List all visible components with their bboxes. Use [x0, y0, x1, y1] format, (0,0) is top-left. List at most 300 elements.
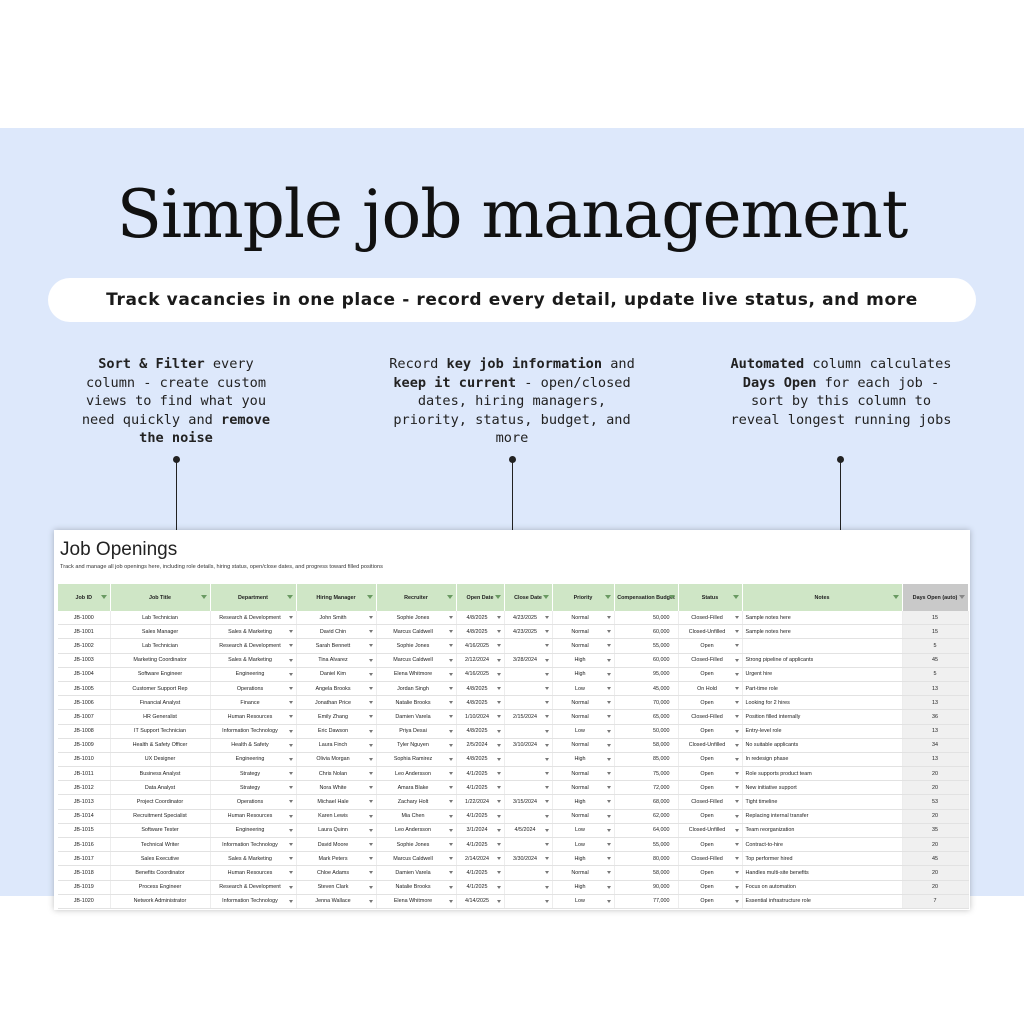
cell-close-date[interactable]: [504, 696, 552, 710]
cell-days-open[interactable]: 20: [902, 809, 968, 823]
cell-job-title[interactable]: Financial Analyst: [110, 696, 210, 710]
cell-hiring-manager[interactable]: Olivia Morgan: [296, 752, 376, 766]
column-header-open-date[interactable]: [456, 584, 504, 611]
cell-notes[interactable]: New initiative support: [742, 781, 902, 795]
cell-hiring-manager[interactable]: Daniel Kim: [296, 667, 376, 681]
cell-close-date[interactable]: [504, 838, 552, 852]
cell-days-open[interactable]: 13: [902, 681, 968, 695]
cell-priority[interactable]: Normal: [552, 639, 614, 653]
table-row[interactable]: [58, 667, 968, 681]
cell-compensation-budget[interactable]: 55,000: [614, 639, 678, 653]
cell-notes[interactable]: Sample notes here: [742, 625, 902, 639]
cell-department[interactable]: Operations: [210, 681, 296, 695]
cell-notes[interactable]: Replacing internal transfer: [742, 809, 902, 823]
cell-days-open[interactable]: 5: [902, 667, 968, 681]
cell-days-open[interactable]: 53: [902, 795, 968, 809]
cell-open-date[interactable]: 2/5/2024: [456, 738, 504, 752]
cell-notes[interactable]: Team reorganization: [742, 823, 902, 837]
cell-open-date[interactable]: 4/16/2025: [456, 639, 504, 653]
cell-status[interactable]: Closed-Unfilled: [678, 823, 742, 837]
cell-notes[interactable]: Urgent hire: [742, 667, 902, 681]
table-row[interactable]: [58, 809, 968, 823]
table-row[interactable]: [58, 838, 968, 852]
cell-recruiter[interactable]: Zachary Holt: [376, 795, 456, 809]
cell-job-id[interactable]: JB-1011: [58, 767, 110, 781]
cell-job-id[interactable]: JB-1006: [58, 696, 110, 710]
cell-days-open[interactable]: 13: [902, 752, 968, 766]
cell-job-title[interactable]: Recruitment Specialist: [110, 809, 210, 823]
cell-days-open[interactable]: 36: [902, 710, 968, 724]
cell-notes[interactable]: Contract-to-hire: [742, 838, 902, 852]
cell-compensation-budget[interactable]: 70,000: [614, 696, 678, 710]
cell-status[interactable]: Closed-Filled: [678, 611, 742, 625]
cell-priority[interactable]: Low: [552, 724, 614, 738]
cell-status[interactable]: On Hold: [678, 681, 742, 695]
table-row[interactable]: [58, 752, 968, 766]
cell-open-date[interactable]: 4/1/2025: [456, 838, 504, 852]
cell-priority[interactable]: Normal: [552, 866, 614, 880]
cell-open-date[interactable]: 1/10/2024: [456, 710, 504, 724]
cell-hiring-manager[interactable]: David Moore: [296, 838, 376, 852]
cell-job-title[interactable]: Marketing Coordinator: [110, 653, 210, 667]
cell-days-open[interactable]: 15: [902, 625, 968, 639]
cell-job-id[interactable]: JB-1003: [58, 653, 110, 667]
cell-notes[interactable]: Tight timeline: [742, 795, 902, 809]
cell-job-id[interactable]: JB-1008: [58, 724, 110, 738]
cell-compensation-budget[interactable]: 62,000: [614, 809, 678, 823]
cell-priority[interactable]: Normal: [552, 611, 614, 625]
cell-compensation-budget[interactable]: 65,000: [614, 710, 678, 724]
cell-job-id[interactable]: JB-1016: [58, 838, 110, 852]
cell-open-date[interactable]: 1/22/2024: [456, 795, 504, 809]
column-header-label: Job ID: [75, 594, 92, 601]
cell-priority[interactable]: High: [552, 667, 614, 681]
cell-status[interactable]: Open: [678, 696, 742, 710]
cell-priority[interactable]: Low: [552, 823, 614, 837]
cell-job-title[interactable]: Lab Technician: [110, 639, 210, 653]
cell-notes[interactable]: Strong pipeline of applicants: [742, 653, 902, 667]
cell-hiring-manager[interactable]: Jenna Wallace: [296, 894, 376, 908]
cell-job-id[interactable]: JB-1019: [58, 880, 110, 894]
cell-department[interactable]: Health & Safety: [210, 738, 296, 752]
cell-recruiter[interactable]: Marcus Caldwell: [376, 653, 456, 667]
cell-compensation-budget[interactable]: 58,000: [614, 738, 678, 752]
cell-priority[interactable]: High: [552, 852, 614, 866]
cell-open-date[interactable]: 4/1/2025: [456, 767, 504, 781]
column-header-priority[interactable]: [552, 584, 614, 611]
cell-job-title[interactable]: Sales Executive: [110, 852, 210, 866]
cell-job-title[interactable]: Health & Safety Officer: [110, 738, 210, 752]
cell-open-date[interactable]: 4/8/2025: [456, 724, 504, 738]
cell-recruiter[interactable]: Sophie Jones: [376, 838, 456, 852]
cell-job-title[interactable]: Software Tester: [110, 823, 210, 837]
cell-open-date[interactable]: 3/1/2024: [456, 823, 504, 837]
cell-close-date[interactable]: [504, 681, 552, 695]
table-row[interactable]: [58, 696, 968, 710]
column-header-job-id[interactable]: [58, 584, 110, 611]
cell-days-open[interactable]: 20: [902, 866, 968, 880]
cell-hiring-manager[interactable]: Laura Finch: [296, 738, 376, 752]
cell-compensation-budget[interactable]: 90,000: [614, 880, 678, 894]
cell-recruiter[interactable]: Priya Desai: [376, 724, 456, 738]
cell-notes[interactable]: Focus on automation: [742, 880, 902, 894]
table-row[interactable]: [58, 880, 968, 894]
cell-close-date[interactable]: [504, 639, 552, 653]
cell-status[interactable]: Open: [678, 752, 742, 766]
cell-priority[interactable]: Normal: [552, 738, 614, 752]
filter-dropdown-icon[interactable]: [201, 595, 207, 599]
cell-days-open[interactable]: 20: [902, 767, 968, 781]
cell-department[interactable]: Human Resources: [210, 809, 296, 823]
cell-job-id[interactable]: JB-1001: [58, 625, 110, 639]
cell-recruiter[interactable]: Natalie Brooks: [376, 696, 456, 710]
cell-priority[interactable]: Normal: [552, 710, 614, 724]
cell-hiring-manager[interactable]: Emily Zhang: [296, 710, 376, 724]
cell-job-title[interactable]: Customer Support Rep: [110, 681, 210, 695]
table-row[interactable]: [58, 653, 968, 667]
cell-days-open[interactable]: 5: [902, 639, 968, 653]
cell-notes[interactable]: In redesign phase: [742, 752, 902, 766]
column-header-notes[interactable]: [742, 584, 902, 611]
cell-days-open[interactable]: 20: [902, 880, 968, 894]
cell-recruiter[interactable]: Damien Varela: [376, 710, 456, 724]
cell-status[interactable]: Open: [678, 767, 742, 781]
cell-recruiter[interactable]: Sophie Jones: [376, 639, 456, 653]
cell-days-open[interactable]: 35: [902, 823, 968, 837]
table-row[interactable]: [58, 894, 968, 908]
cell-department[interactable]: Sales & Marketing: [210, 625, 296, 639]
cell-job-title[interactable]: HR Generalist: [110, 710, 210, 724]
cell-priority[interactable]: High: [552, 653, 614, 667]
cell-recruiter[interactable]: Elena Whitmore: [376, 667, 456, 681]
cell-job-id[interactable]: JB-1020: [58, 894, 110, 908]
cell-notes[interactable]: Looking for 2 hires: [742, 696, 902, 710]
cell-compensation-budget[interactable]: 55,000: [614, 838, 678, 852]
cell-compensation-budget[interactable]: 80,000: [614, 852, 678, 866]
cell-close-date[interactable]: [504, 767, 552, 781]
cell-notes[interactable]: [742, 639, 902, 653]
cell-notes[interactable]: Handles multi-site benefits: [742, 866, 902, 880]
cell-close-date[interactable]: [504, 752, 552, 766]
cell-job-id[interactable]: JB-1012: [58, 781, 110, 795]
cell-job-title[interactable]: Business Analyst: [110, 767, 210, 781]
cell-status[interactable]: Closed-Filled: [678, 795, 742, 809]
cell-department[interactable]: Sales & Marketing: [210, 852, 296, 866]
cell-job-id[interactable]: JB-1000: [58, 611, 110, 625]
cell-department[interactable]: Research & Development: [210, 880, 296, 894]
cell-days-open[interactable]: 45: [902, 653, 968, 667]
cell-open-date[interactable]: 4/8/2025: [456, 696, 504, 710]
filter-dropdown-icon[interactable]: [733, 595, 739, 599]
column-header-job-title[interactable]: [110, 584, 210, 611]
cell-open-date[interactable]: 4/1/2025: [456, 880, 504, 894]
cell-compensation-budget[interactable]: 85,000: [614, 752, 678, 766]
cell-recruiter[interactable]: Damien Varela: [376, 866, 456, 880]
cell-status[interactable]: Closed-Filled: [678, 852, 742, 866]
cell-hiring-manager[interactable]: Steven Clark: [296, 880, 376, 894]
cell-hiring-manager[interactable]: Mark Peters: [296, 852, 376, 866]
cell-notes[interactable]: Top performer hired: [742, 852, 902, 866]
cell-job-id[interactable]: JB-1013: [58, 795, 110, 809]
cell-recruiter[interactable]: Marcus Caldwell: [376, 852, 456, 866]
cell-close-date[interactable]: [504, 866, 552, 880]
cell-recruiter[interactable]: Marcus Caldwell: [376, 625, 456, 639]
table-row[interactable]: [58, 781, 968, 795]
cell-recruiter[interactable]: Leo Andersson: [376, 823, 456, 837]
cell-recruiter[interactable]: Elena Whitmore: [376, 894, 456, 908]
cell-hiring-manager[interactable]: Sarah Bennett: [296, 639, 376, 653]
cell-compensation-budget[interactable]: 60,000: [614, 625, 678, 639]
cell-recruiter[interactable]: Mia Chen: [376, 809, 456, 823]
cell-open-date[interactable]: 4/1/2025: [456, 809, 504, 823]
cell-status[interactable]: Open: [678, 838, 742, 852]
cell-job-title[interactable]: Benefits Coordinator: [110, 866, 210, 880]
cell-status[interactable]: Open: [678, 781, 742, 795]
cell-department[interactable]: Strategy: [210, 767, 296, 781]
cell-compensation-budget[interactable]: 75,000: [614, 767, 678, 781]
cell-hiring-manager[interactable]: Angela Brooks: [296, 681, 376, 695]
cell-notes[interactable]: Position filled internally: [742, 710, 902, 724]
cell-compensation-budget[interactable]: 50,000: [614, 724, 678, 738]
cell-department[interactable]: Information Technology: [210, 838, 296, 852]
cell-priority[interactable]: Normal: [552, 625, 614, 639]
cell-department[interactable]: Finance: [210, 696, 296, 710]
cell-close-date[interactable]: 3/10/2024: [504, 738, 552, 752]
cell-days-open[interactable]: 13: [902, 724, 968, 738]
cell-department[interactable]: Engineering: [210, 752, 296, 766]
cell-close-date[interactable]: [504, 724, 552, 738]
cell-status[interactable]: Open: [678, 894, 742, 908]
cell-department[interactable]: Operations: [210, 795, 296, 809]
cell-compensation-budget[interactable]: 60,000: [614, 653, 678, 667]
cell-job-title[interactable]: UX Designer: [110, 752, 210, 766]
table-row[interactable]: [58, 681, 968, 695]
cell-department[interactable]: Research & Development: [210, 639, 296, 653]
filter-dropdown-icon[interactable]: [287, 595, 293, 599]
cell-job-title[interactable]: Sales Manager: [110, 625, 210, 639]
filter-dropdown-icon[interactable]: [495, 595, 501, 599]
cell-hiring-manager[interactable]: Karen Lewis: [296, 809, 376, 823]
cell-hiring-manager[interactable]: Tina Alvarez: [296, 653, 376, 667]
cell-status[interactable]: Open: [678, 667, 742, 681]
cell-job-title[interactable]: Lab Technician: [110, 611, 210, 625]
cell-priority[interactable]: Low: [552, 838, 614, 852]
cell-job-id[interactable]: JB-1002: [58, 639, 110, 653]
cell-status[interactable]: Open: [678, 639, 742, 653]
cell-priority[interactable]: Low: [552, 681, 614, 695]
filter-dropdown-icon[interactable]: [447, 595, 453, 599]
table-row[interactable]: [58, 823, 968, 837]
filter-dropdown-icon[interactable]: [605, 595, 611, 599]
filter-dropdown-icon[interactable]: [893, 595, 899, 599]
cell-job-id[interactable]: JB-1004: [58, 667, 110, 681]
cell-job-id[interactable]: JB-1010: [58, 752, 110, 766]
cell-department[interactable]: Human Resources: [210, 866, 296, 880]
cell-open-date[interactable]: 4/16/2025: [456, 667, 504, 681]
cell-days-open[interactable]: 20: [902, 838, 968, 852]
callout-text-segment: Automated: [730, 356, 805, 372]
cell-close-date[interactable]: 4/5/2024: [504, 823, 552, 837]
cell-job-title[interactable]: Project Coordinator: [110, 795, 210, 809]
table-row[interactable]: [58, 611, 968, 625]
cell-close-date[interactable]: 3/30/2024: [504, 852, 552, 866]
cell-priority[interactable]: Normal: [552, 809, 614, 823]
cell-hiring-manager[interactable]: John Smith: [296, 611, 376, 625]
cell-notes[interactable]: Essential infrastructure role: [742, 894, 902, 908]
cell-open-date[interactable]: 4/8/2025: [456, 681, 504, 695]
cell-open-date[interactable]: 4/1/2025: [456, 866, 504, 880]
cell-hiring-manager[interactable]: Chloe Adams: [296, 866, 376, 880]
cell-job-title[interactable]: Process Engineer: [110, 880, 210, 894]
cell-compensation-budget[interactable]: 72,000: [614, 781, 678, 795]
cell-recruiter[interactable]: Amara Blake: [376, 781, 456, 795]
table-row[interactable]: [58, 724, 968, 738]
cell-open-date[interactable]: 4/1/2025: [456, 781, 504, 795]
cell-status[interactable]: Open: [678, 724, 742, 738]
cell-compensation-budget[interactable]: 64,000: [614, 823, 678, 837]
cell-close-date[interactable]: [504, 809, 552, 823]
cell-priority[interactable]: Low: [552, 894, 614, 908]
cell-department[interactable]: Strategy: [210, 781, 296, 795]
cell-status[interactable]: Open: [678, 880, 742, 894]
cell-priority[interactable]: Normal: [552, 767, 614, 781]
table-row[interactable]: [58, 738, 968, 752]
column-header-close-date[interactable]: [504, 584, 552, 611]
cell-job-id[interactable]: JB-1005: [58, 681, 110, 695]
cell-department[interactable]: Information Technology: [210, 724, 296, 738]
cell-job-title[interactable]: Data Analyst: [110, 781, 210, 795]
cell-days-open[interactable]: 7: [902, 894, 968, 908]
cell-priority[interactable]: Normal: [552, 781, 614, 795]
cell-close-date[interactable]: 2/15/2024: [504, 710, 552, 724]
cell-open-date[interactable]: 4/8/2025: [456, 611, 504, 625]
cell-close-date[interactable]: 4/23/2025: [504, 611, 552, 625]
cell-close-date[interactable]: [504, 880, 552, 894]
cell-compensation-budget[interactable]: 58,000: [614, 866, 678, 880]
cell-recruiter[interactable]: Natalie Brooks: [376, 880, 456, 894]
cell-close-date[interactable]: [504, 894, 552, 908]
cell-hiring-manager[interactable]: David Chin: [296, 625, 376, 639]
cell-days-open[interactable]: 20: [902, 781, 968, 795]
cell-job-title[interactable]: Software Engineer: [110, 667, 210, 681]
cell-status[interactable]: Open: [678, 866, 742, 880]
cell-days-open[interactable]: 13: [902, 696, 968, 710]
cell-compensation-budget[interactable]: 77,000: [614, 894, 678, 908]
cell-compensation-budget[interactable]: 68,000: [614, 795, 678, 809]
column-header-compensation-budget[interactable]: [614, 584, 678, 611]
cell-priority[interactable]: High: [552, 752, 614, 766]
filter-dropdown-icon[interactable]: [543, 595, 549, 599]
cell-notes[interactable]: Role supports product team: [742, 767, 902, 781]
cell-recruiter[interactable]: Leo Andersson: [376, 767, 456, 781]
cell-job-title[interactable]: Network Administrator: [110, 894, 210, 908]
cell-recruiter[interactable]: Sophie Jones: [376, 611, 456, 625]
cell-close-date[interactable]: 3/28/2024: [504, 653, 552, 667]
table-row[interactable]: [58, 710, 968, 724]
cell-hiring-manager[interactable]: Michael Hale: [296, 795, 376, 809]
cell-compensation-budget[interactable]: 50,000: [614, 611, 678, 625]
cell-department[interactable]: Sales & Marketing: [210, 653, 296, 667]
cell-status[interactable]: Closed-Filled: [678, 653, 742, 667]
cell-hiring-manager[interactable]: Chris Nolan: [296, 767, 376, 781]
filter-dropdown-icon[interactable]: [959, 595, 965, 599]
cell-job-title[interactable]: IT Support Technician: [110, 724, 210, 738]
filter-dropdown-icon[interactable]: [669, 595, 675, 599]
cell-status[interactable]: Open: [678, 809, 742, 823]
cell-days-open[interactable]: 45: [902, 852, 968, 866]
cell-compensation-budget[interactable]: 45,000: [614, 681, 678, 695]
cell-recruiter[interactable]: Sophia Ramirez: [376, 752, 456, 766]
cell-notes[interactable]: Entry-level role: [742, 724, 902, 738]
cell-notes[interactable]: No suitable applicants: [742, 738, 902, 752]
cell-priority[interactable]: High: [552, 880, 614, 894]
cell-notes[interactable]: Sample notes here: [742, 611, 902, 625]
cell-status[interactable]: Closed-Filled: [678, 710, 742, 724]
cell-department[interactable]: Research & Development: [210, 611, 296, 625]
column-header-label: Recruiter: [404, 594, 428, 601]
table-row[interactable]: [58, 767, 968, 781]
cell-compensation-budget[interactable]: 95,000: [614, 667, 678, 681]
filter-dropdown-icon[interactable]: [367, 595, 373, 599]
cell-job-id[interactable]: JB-1009: [58, 738, 110, 752]
cell-close-date[interactable]: 4/23/2025: [504, 625, 552, 639]
cell-priority[interactable]: High: [552, 795, 614, 809]
cell-notes[interactable]: Part-time role: [742, 681, 902, 695]
column-header-recruiter[interactable]: [376, 584, 456, 611]
cell-close-date[interactable]: [504, 781, 552, 795]
table-row[interactable]: [58, 866, 968, 880]
column-header-department[interactable]: [210, 584, 296, 611]
cell-recruiter[interactable]: Jordan Singh: [376, 681, 456, 695]
cell-recruiter[interactable]: Tyler Nguyen: [376, 738, 456, 752]
cell-open-date[interactable]: 4/8/2025: [456, 625, 504, 639]
cell-hiring-manager[interactable]: Jonathan Price: [296, 696, 376, 710]
cell-department[interactable]: Human Resources: [210, 710, 296, 724]
cell-days-open[interactable]: 15: [902, 611, 968, 625]
cell-job-id[interactable]: JB-1014: [58, 809, 110, 823]
table-row[interactable]: [58, 852, 968, 866]
cell-job-id[interactable]: JB-1007: [58, 710, 110, 724]
cell-hiring-manager[interactable]: Laura Quinn: [296, 823, 376, 837]
cell-hiring-manager[interactable]: Eric Dawson: [296, 724, 376, 738]
column-header-status[interactable]: [678, 584, 742, 611]
cell-status[interactable]: Closed-Unfilled: [678, 738, 742, 752]
cell-department[interactable]: Engineering: [210, 823, 296, 837]
cell-open-date[interactable]: 2/14/2024: [456, 852, 504, 866]
cell-hiring-manager[interactable]: Nora White: [296, 781, 376, 795]
filter-dropdown-icon[interactable]: [101, 595, 107, 599]
cell-close-date[interactable]: [504, 667, 552, 681]
cell-job-id[interactable]: JB-1017: [58, 852, 110, 866]
cell-job-id[interactable]: JB-1015: [58, 823, 110, 837]
cell-open-date[interactable]: 4/8/2025: [456, 752, 504, 766]
cell-job-id[interactable]: JB-1018: [58, 866, 110, 880]
cell-days-open[interactable]: 34: [902, 738, 968, 752]
cell-department[interactable]: Engineering: [210, 667, 296, 681]
cell-job-title[interactable]: Technical Writer: [110, 838, 210, 852]
cell-priority[interactable]: Normal: [552, 696, 614, 710]
table-row[interactable]: [58, 625, 968, 639]
cell-department[interactable]: Information Technology: [210, 894, 296, 908]
column-header-days-open[interactable]: [902, 584, 968, 611]
cell-open-date[interactable]: 4/14/2025: [456, 894, 504, 908]
cell-open-date[interactable]: 2/12/2024: [456, 653, 504, 667]
table-row[interactable]: [58, 639, 968, 653]
column-header-hiring-manager[interactable]: [296, 584, 376, 611]
cell-status[interactable]: Closed-Unfilled: [678, 625, 742, 639]
table-row[interactable]: [58, 795, 968, 809]
cell-close-date[interactable]: 3/15/2024: [504, 795, 552, 809]
